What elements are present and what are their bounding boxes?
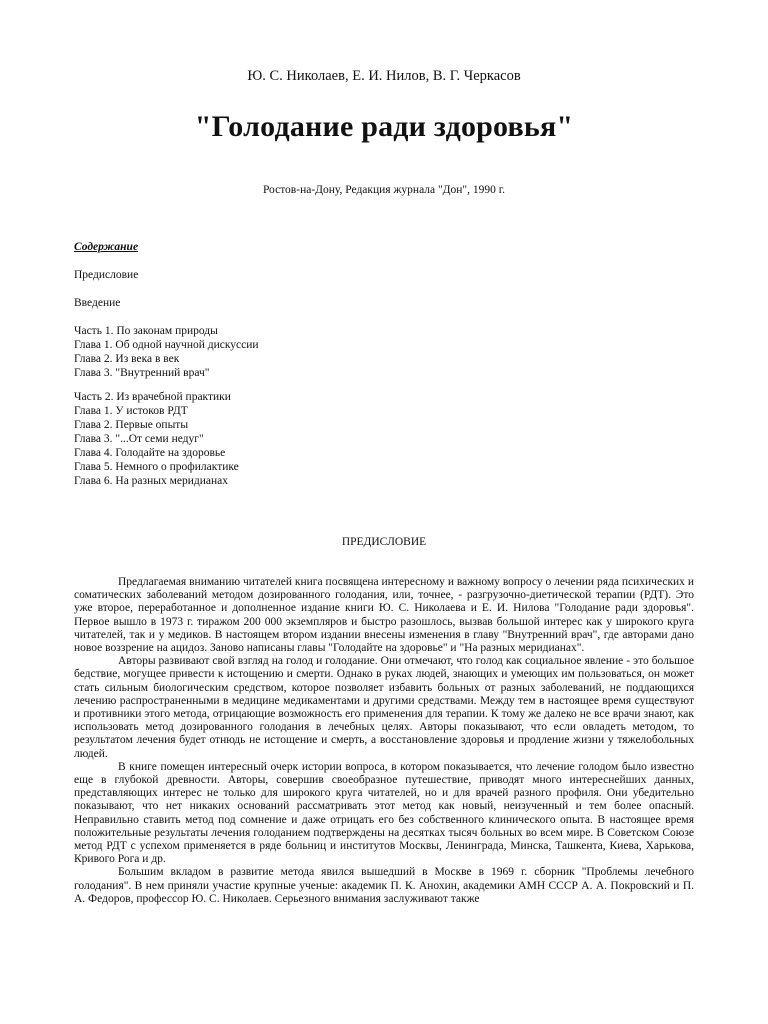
toc-item-preface[interactable]: Предисловие [74,269,139,281]
toc-chapter[interactable]: Глава 4. Голодайте на здоровье [74,447,226,459]
preface-body [74,576,694,906]
paragraph: Предлагаемая вниманию читателей книга посвящена интересному и важному вопросу о лечении ряда психических и соматических заболеваний методом дозированного голодания, или, точнее, - разгрузочно-диетической терапии (РДТ). Это уже второе, переработанное и дополненное издание книги Ю. С. Николаева и Е. И. Нилова "Голодание ради здоровья". Первое вышло в 1973 г. тиражом 200 000 экземпляров и быстро разошлось, вызвав большой интерес как у широкого круга читателей, так и у медиков. В настоящем втором издании внесены изменения в главу "Внутренний врач", где авторами дано новое воззрение на ацидоз. Заново написаны главы "Голодайте на здоровье" и "На разных меридианах". [74,576,694,655]
toc-chapter[interactable]: Глава 2. Из века в век [74,353,180,365]
table-of-contents [74,240,694,488]
publication-info: Ростов-на-Дону, Редакция журнала "Дон", 1990 г. [262,184,506,196]
toc-part-1[interactable]: Часть 1. По законам природы [74,325,218,337]
paragraph: В книге помещен интересный очерк истории вопроса, в котором показывается, что лечение голодом было известно еще в глубокой древности. Авторы, совершив своеобразное путешествие, приводят много интереснейших данных, представляющих интерес не только для широкого круга читателей, но и для врачей разного профиля. Они убедительно показывают, что нет никаких оснований рассматривать этот метод как новый, неизученный и тем более опасный. Неправильно ставить метод под сомнение и даже отрицать его без собственного клинического опыта. В настоящее время положительные результаты лечения голоданием подтверждены на десятках тысяч больных во всем мире. В Советском Союзе метод РДТ с успехом применяется в ряде больниц и институтов Москвы, Ленинграда, Минска, Ташкента, Киева, Харькова, Кривого Рога и др. [74,760,694,866]
paragraph: Большим вкладом в развитие метода явился вышедший в Москве в 1969 г. сборник "Проблемы лечебного голодания". В нем приняли участие крупные ученые: академик П. К. Анохин, академики АМН СССР А. А. Покровский и П. А. Федоров, профессор Ю. С. Николаев. Серьезного внимания заслуживают также [74,866,694,905]
preface-heading: ПРЕДИСЛОВИЕ [341,536,427,548]
authors-line: Ю. С. Николаев, Е. И. Нилов, В. Г. Черкасов [247,68,521,84]
toc-heading: Содержание [74,241,139,253]
toc-part-2[interactable]: Часть 2. Из врачебной практики [74,391,231,403]
toc-chapter[interactable]: Глава 1. Об одной научной дискуссии [74,339,259,351]
toc-chapter[interactable]: Глава 6. На разных меридианах [74,475,228,487]
book-title: "Голодание ради здоровья" [194,110,574,143]
toc-chapter[interactable]: Глава 1. У истоков РДТ [74,405,188,417]
toc-chapter[interactable]: Глава 5. Немного о профилактике [74,461,239,473]
toc-chapter[interactable]: Глава 2. Первые опыты [74,419,189,431]
toc-chapter[interactable]: Глава 3. "Внутренний врач" [74,367,210,379]
toc-item-intro[interactable]: Введение [74,297,121,309]
paragraph: Авторы развивают свой взгляд на голод и голодание. Они отмечают, что голод как социальное явление - это большое бедствие, могущее привести к истощению и смерти. Однако в руках людей, знающих и умеющих им пользоваться, он может стать сильным биологическим средством, которое позволяет избавить больных от разных заболеваний, не поддающихся лечению распространенными в медицине медикаментами и другими средствами. Между тем в настоящее время существуют и противники этого метода, отрицающие возможность его применения для терапии. К тому же далеко не все врачи знают, как использовать метод дозированного голодания в лечебных целях. Авторы показывают, что если овладеть методом, то результатом лечения будет отнюдь не истощение и смерть, а восстановление здоровья и продление жизни у тяжелобольных людей. [74,655,694,760]
toc-chapter[interactable]: Глава 3. "...От семи недуг" [74,433,204,445]
